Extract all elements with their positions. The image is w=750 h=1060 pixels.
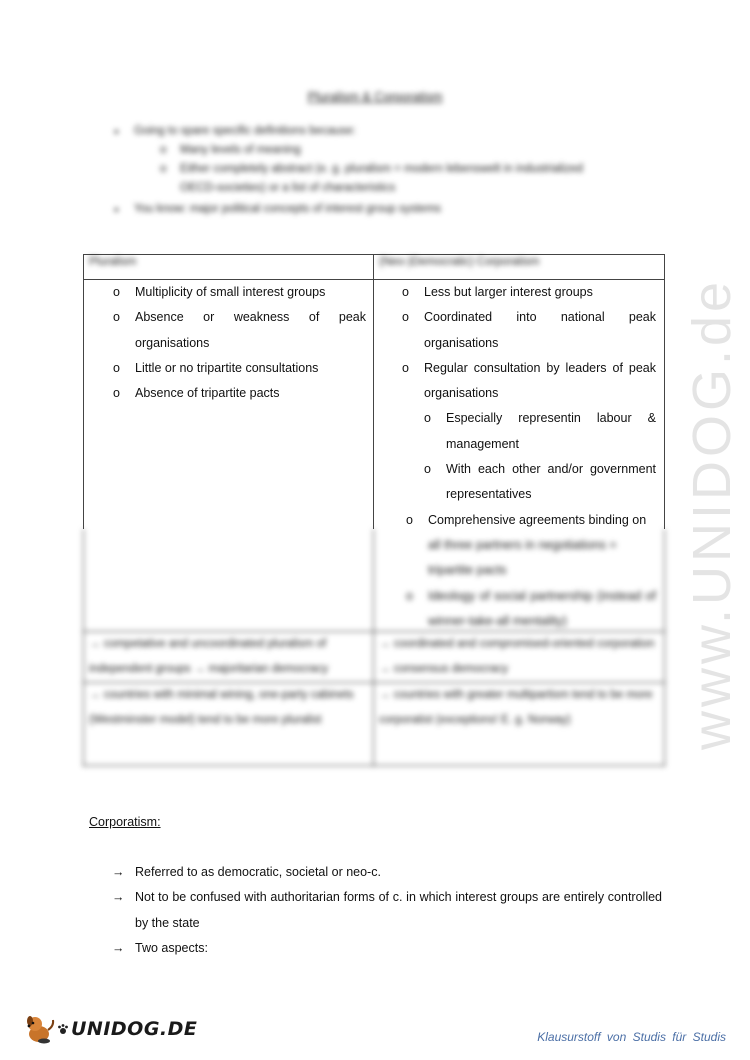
list-subitem: o Especially representin labour & management [424,406,656,457]
intro-bullets [112,122,672,219]
intro-item: ● Going to spare specific definitions because: [112,122,672,141]
list-item: o Little or no tripartite consultations [113,356,366,381]
list-item: o Regular consultation by leaders of peak organisations [402,356,656,407]
arrow-point: → Referred to as democratic, societal or neo-c. [112,860,662,885]
arrow-point: → Two aspects: [112,936,662,961]
header-pluralism: Pluralism [89,256,137,268]
header-corporatism: (Neo-)Democratic) Corporatism [379,256,540,268]
list-item: o Coordinated into national peak organisations [402,305,656,356]
pluralism-list [113,280,366,406]
page-title: Pluralism & Corporatism [307,90,443,104]
tagline: Klausurstoff von Studis für Studis [537,1030,726,1044]
corporatism-countries: → countries with greater multipartism tend to be more corporatist (exceptions! E. g. Norway) [379,689,653,726]
pluralism-countries: → countries with minimal wining, one-party cabinets (Westminster model) tend to be more pluralist [89,689,354,726]
list-item: o Absence or weakness of peak organisations [113,305,366,356]
corporatism-outcome: → coordinated and compromised-oriented corporation → consensus democracy [379,638,655,675]
intro-subitem: o Either completely abstract (e. g. pluralism = modern lebenswelt in industrialized [112,160,672,179]
intro-subitem-continued: OECD-societies) or a list of characteristics [180,182,396,194]
table-column-divider-blurred [373,529,374,766]
corporatism-list [402,280,656,634]
unidog-logo[interactable] [22,1012,197,1046]
intro-subitem: o Many levels of meaning [112,141,672,160]
paw-icon [57,1023,69,1035]
section-title: Corporatism: [89,815,161,829]
table-border-right [664,254,665,529]
intro-item: ● You know: major political concepts of interest group systems [112,200,672,219]
list-item-continued: all three partners in negotiations = tripartite pacts [428,537,617,578]
table-column-divider [373,254,374,529]
table-border-left [83,254,84,529]
logo-text: UNIDOG.DE [71,1018,198,1040]
list-item: o Absence of tripartite pacts [113,381,366,406]
list-item: o Ideology of social partnership (instead of winner-take-all mentality) [406,584,656,635]
pluralism-outcome: → competative and uncoordinated pluralism of independent groups → majoritarian democracy [89,638,329,675]
list-item: o Multiplicity of small interest groups [113,280,366,305]
watermark: www.UNIDOG.de [682,277,742,750]
comparison-table [83,254,665,766]
table-border-right-blurred [664,529,665,766]
dog-icon [22,1012,56,1046]
corporatism-points [112,860,662,961]
table-border-top [83,254,665,255]
list-item: o Comprehensive agreements binding on [406,508,656,533]
list-subitem: o With each other and/or government representatives [424,457,656,508]
table-border-left-blurred [83,529,84,766]
arrow-point: → Not to be confused with authoritarian forms of c. in which interest groups are entirely controlled by the state [112,885,662,936]
table-border-bottom [83,765,665,766]
list-item: o Less but larger interest groups [402,280,656,305]
